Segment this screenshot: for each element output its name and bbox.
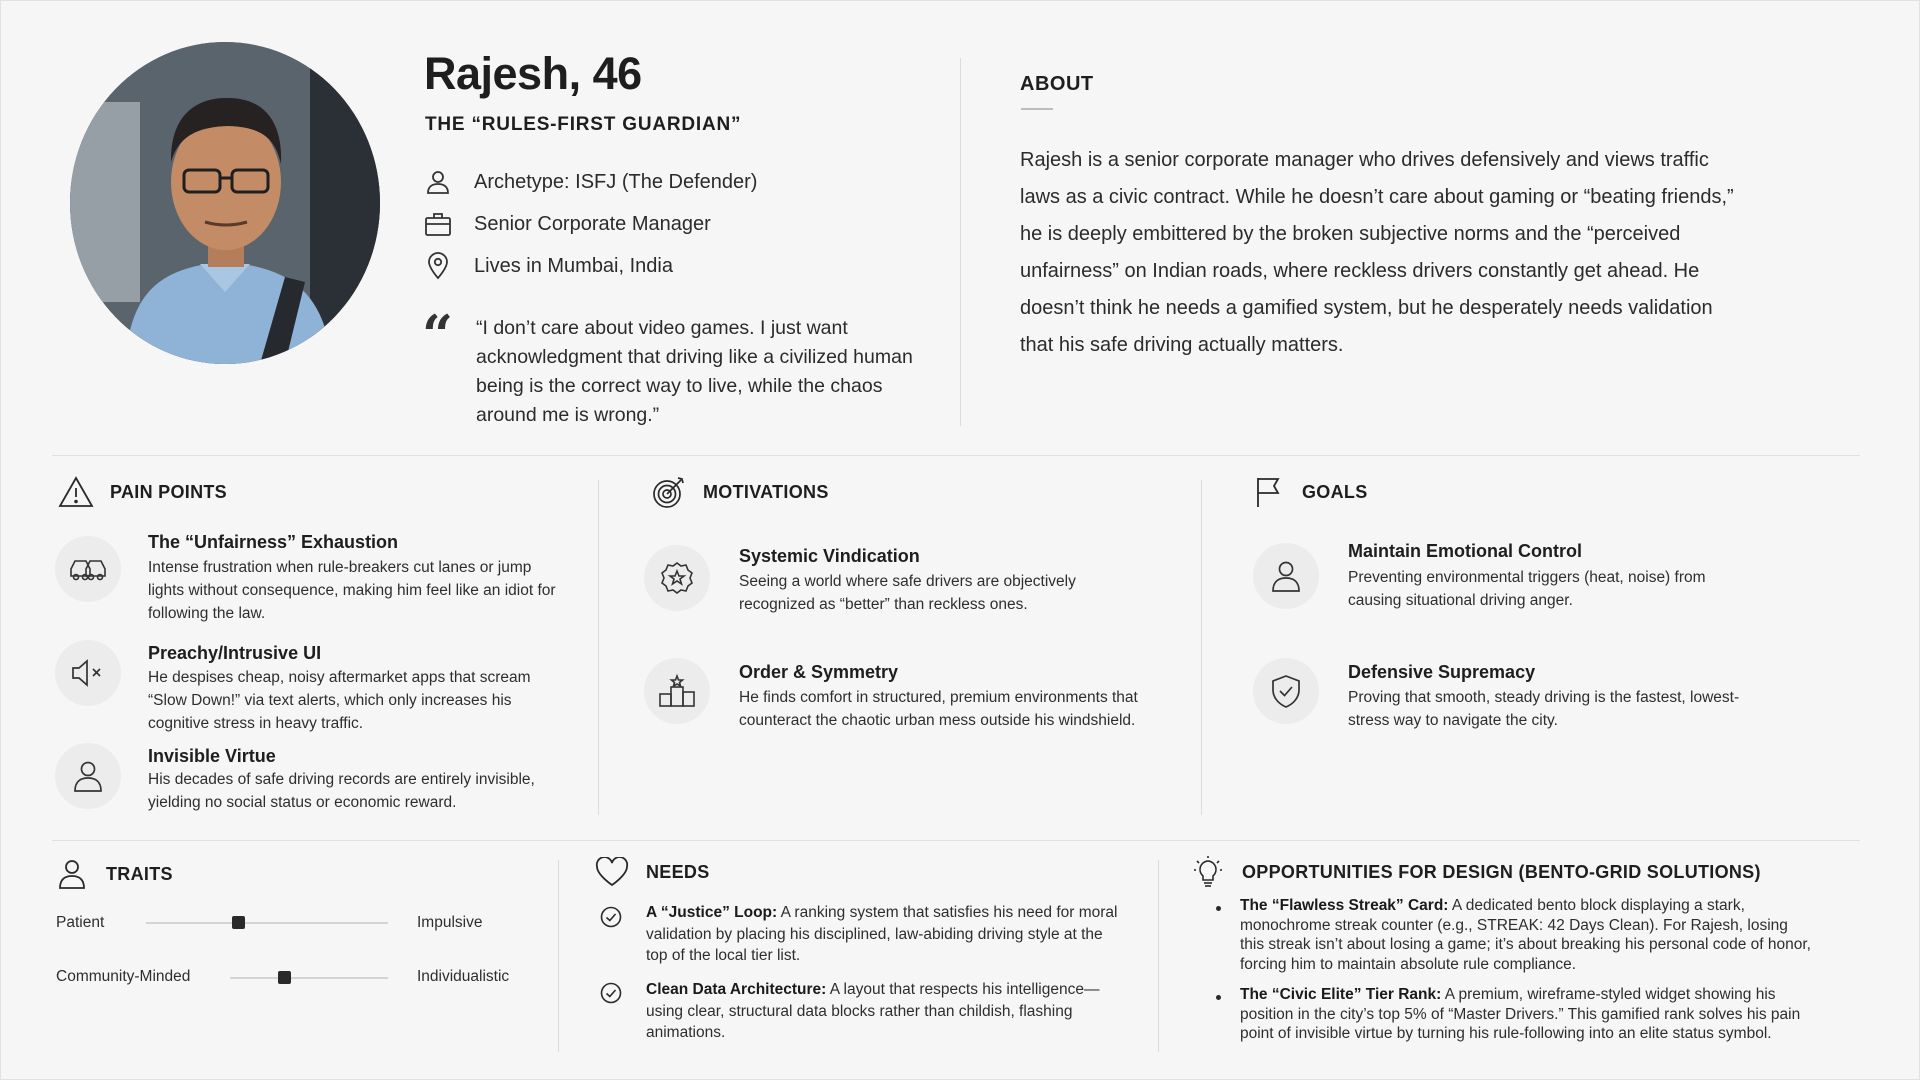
shield-check-icon xyxy=(1253,658,1319,724)
opportunities-title: OPPORTUNITIES FOR DESIGN (BENTO-GRID SOLUTIONS) xyxy=(1242,861,1761,882)
opportunity-item xyxy=(1240,896,1815,974)
check-circle-icon xyxy=(600,982,622,1004)
column-divider xyxy=(558,860,559,1052)
column-divider xyxy=(1201,480,1202,815)
flag-icon xyxy=(1248,472,1288,512)
person-icon xyxy=(424,168,452,196)
badge-icon xyxy=(644,545,710,611)
location-row xyxy=(424,252,673,280)
pain-point-title: The “Unfairness” Exhaustion xyxy=(148,532,399,552)
bullet xyxy=(1216,995,1221,1000)
warning-icon xyxy=(56,472,96,512)
trait-left-label: Community-Minded xyxy=(56,968,191,985)
trait-slider xyxy=(230,977,388,979)
opportunity-item-title: The “Civic Elite” Tier Rank: xyxy=(1240,986,1442,1003)
motivation-desc: He finds comfort in structured, premium environments that counteract the chaotic urban mess outside his windshield. xyxy=(739,689,1138,729)
person-icon xyxy=(55,743,121,809)
need-item xyxy=(646,902,1126,967)
motivations-title: MOTIVATIONS xyxy=(703,481,829,502)
needs-header xyxy=(592,852,710,892)
quote-icon: “ xyxy=(422,303,454,367)
need-item xyxy=(646,979,1116,1044)
need-item-title: A “Justice” Loop: xyxy=(646,904,778,921)
briefcase-icon xyxy=(424,210,452,238)
opportunities-header xyxy=(1188,852,1761,892)
person-icon xyxy=(1253,543,1319,609)
pain-point-title: Invisible Virtue xyxy=(148,746,276,766)
pain-point-desc: He despises cheap, noisy aftermarket apps that scream “Slow Down!” via text alerts, which only increases his cognitive stress in heavy traffic. xyxy=(148,669,531,732)
lightbulb-icon xyxy=(1188,852,1228,892)
pain-point-title: Preachy/Intrusive UI xyxy=(148,643,322,663)
column-divider xyxy=(598,480,599,815)
motivation-title: Order & Symmetry xyxy=(739,662,899,682)
goals-header xyxy=(1248,472,1368,512)
trait-right-label: Individualistic xyxy=(417,968,510,985)
pain-point-desc: His decades of safe driving records are entirely invisible, yielding no social status or economic reward. xyxy=(148,771,535,811)
target-icon xyxy=(649,472,689,512)
about-title: ABOUT xyxy=(1020,73,1094,95)
trait-right-label: Impulsive xyxy=(417,914,483,931)
pain-point-desc: Intense frustration when rule-breakers cut lanes or jump lights without consequence, making him feel like an idiot for following the law. xyxy=(148,559,556,622)
section-divider xyxy=(52,840,1860,841)
goal-title: Maintain Emotional Control xyxy=(1348,541,1582,561)
trait-slider xyxy=(146,922,388,924)
needs-title: NEEDS xyxy=(646,861,710,882)
persona-name: Rajesh, 46 xyxy=(424,48,642,99)
motivation-desc: Seeing a world where safe drivers are objectively recognized as “better” than reckless ones. xyxy=(739,573,1076,613)
job-row xyxy=(424,210,711,238)
persona-subtitle: THE “RULES-FIRST GUARDIAN” xyxy=(425,114,742,135)
podium-icon xyxy=(644,658,710,724)
location-pin-icon xyxy=(424,252,452,280)
about-underline xyxy=(1021,108,1053,110)
pain-points-title: PAIN POINTS xyxy=(110,481,227,502)
goal-desc: Proving that smooth, steady driving is the fastest, lowest-stress way to navigate the city. xyxy=(1348,689,1740,729)
location-text: Lives in Mumbai, India xyxy=(474,254,673,277)
job-text: Senior Corporate Manager xyxy=(474,212,711,235)
check-circle-icon xyxy=(600,906,622,928)
trait-left-label: Patient xyxy=(56,914,105,931)
persona-quote: “I don’t care about video games. I just want acknowledgment that driving like a civilized human being is the correct way to live, while the chaos around me is wrong.” xyxy=(476,317,913,426)
trait-slider-thumb xyxy=(232,916,245,929)
pain-points-header xyxy=(56,472,227,512)
goals-title: GOALS xyxy=(1302,481,1368,502)
mute-speaker-icon xyxy=(55,640,121,706)
about-text: Rajesh is a senior corporate manager who drives defensively and views traffic laws as a civic contract. While he doesn’t care about gaming or “beating friends,” he is deeply embittered by the broken subjective norms and the “perceived unfairness” on Indian roads, where reckless drivers constantly get ahead. He doesn’t think he needs a gamified system, but he desperately needs validation that his safe driving actually matters. xyxy=(1020,149,1734,356)
cars-icon xyxy=(55,536,121,602)
column-divider xyxy=(1158,860,1159,1052)
opportunity-item-title: The “Flawless Streak” Card: xyxy=(1240,897,1449,914)
archetype-row xyxy=(424,168,757,196)
avatar xyxy=(70,42,380,364)
goal-desc: Preventing environmental triggers (heat, noise) from causing situational driving anger. xyxy=(1348,569,1706,609)
goal-title: Defensive Supremacy xyxy=(1348,662,1536,682)
opportunity-item-text: A dedicated bento block displaying a stark, monochrome streak counter (e.g., STREAK: 42 Days Clean). For Rajesh, losing this streak isn’t about losing a game; it’s about breaking his personal code of honor, forcing him to maintain absolute rule compliance. xyxy=(1240,897,1811,973)
opportunity-item xyxy=(1240,985,1815,1044)
bullet xyxy=(1216,906,1221,911)
need-item-title: Clean Data Architecture: xyxy=(646,981,827,998)
section-divider xyxy=(52,455,1860,456)
traits-header xyxy=(52,854,173,894)
archetype-text: Archetype: ISFJ (The Defender) xyxy=(474,170,758,193)
header-divider xyxy=(960,58,961,426)
motivation-title: Systemic Vindication xyxy=(739,546,920,566)
person-icon xyxy=(52,854,92,894)
need-item-text: A layout that respects his intelligence—using clear, structural data blocks rather than childish, flashing animations. xyxy=(646,981,1100,1041)
traits-title: TRAITS xyxy=(106,863,173,884)
opportunity-item-text: A premium, wireframe-styled widget showing his position in the city’s top 5% of “Master Drivers.” This gamified rank solves his pain point of invisible virtue by turning his rule-following into an elite status symbol. xyxy=(1240,986,1801,1042)
heart-icon xyxy=(592,852,632,892)
trait-slider-thumb xyxy=(278,971,291,984)
need-item-text: A ranking system that satisfies his need for moral validation by placing his disciplined, law-abiding driving style at the top of the local tier list. xyxy=(646,904,1118,964)
motivations-header xyxy=(649,472,829,512)
